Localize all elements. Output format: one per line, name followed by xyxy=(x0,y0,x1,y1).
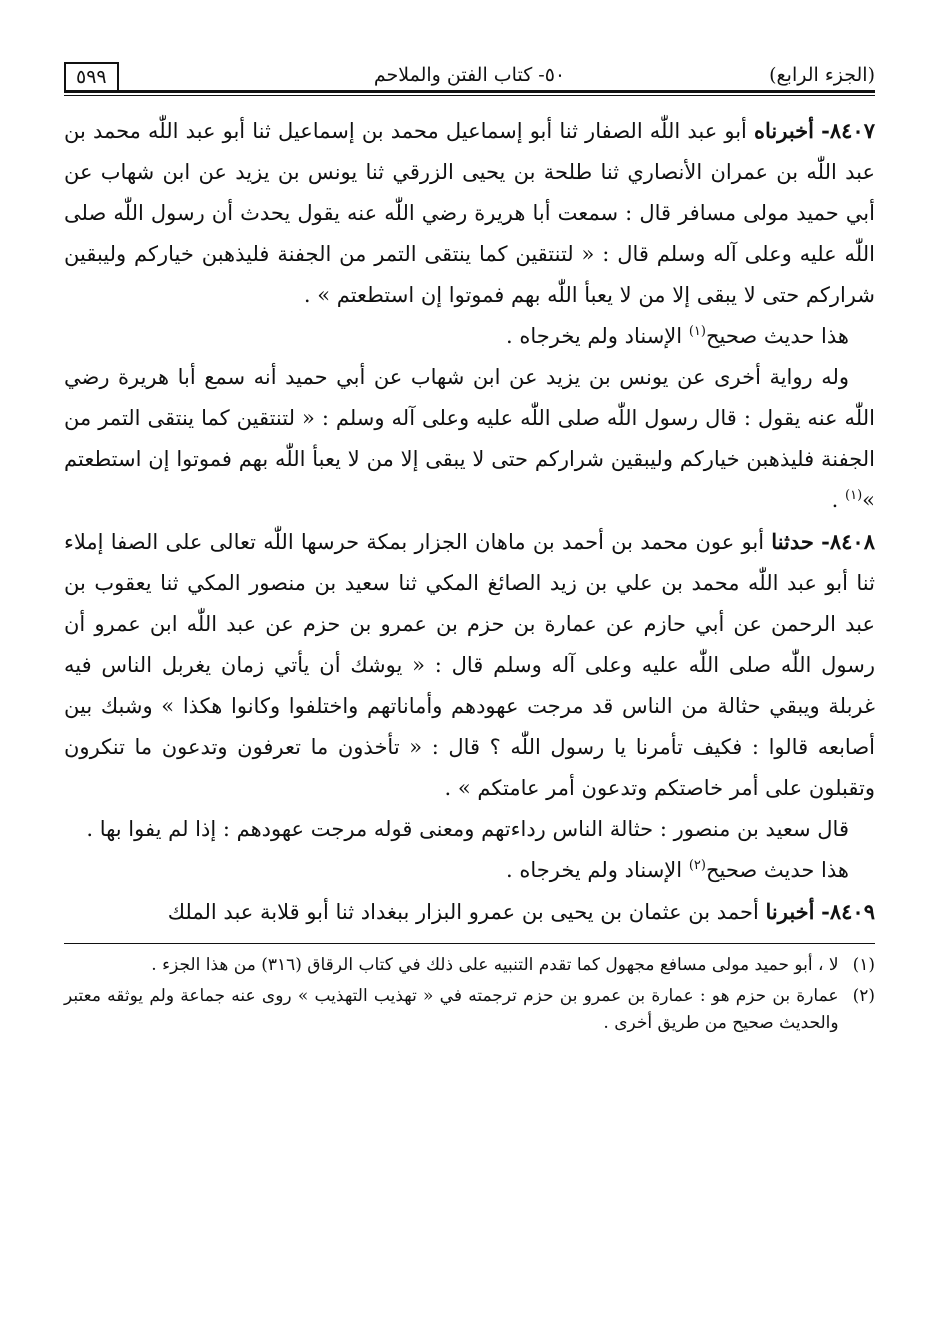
grade-text: هذا حديث صحيح xyxy=(705,324,849,348)
narration-end: . xyxy=(831,488,845,512)
hadith-text: أبو عون محمد بن أحمد بن ماهان الجزار بمكة حرسها اللّٰه تعالى على الصفا إملاء ثنا أبو عبد اللّٰه محمد بن علي بن زيد الصائغ المكي ثنا سعيد بن منصور المكي ثنا يعقوب بن عبد الرحمن عن أبي حازم عن عمارة بن حزم بن عمرو بن حزم عن عبد اللّٰه ابن عمرو أن رسول اللّٰه صلى اللّٰه عليه وعلى آله وسلم قال : « يوشك أن يأتي زمان يغربل الناس فيه غربلة ويبقي حثالة من الناس قد مرجت عهودهم وأماناتهم واختلفوا وكانوا هكذا » وشبك بين أصابعه قالوا : فكيف تأمرنا يا رسول اللّٰه ؟ قال : « تأخذون ما تعرفون وتدعون ما تنكرون وتقبلون على أمر خاصتكم وتدعون أمر عامتكم » . xyxy=(64,530,875,800)
commentary: قال سعيد بن منصور : حثالة الناس رداءتهم ومعنى قوله مرجت عهودهم : إذا لم يفوا بها . xyxy=(86,817,849,841)
narration-text: وله رواية أخرى عن يونس بن يزيد عن ابن شهاب عن أبي حميد أنه سمع أبا هريرة رضي اللّٰه عنه يقول : قال رسول اللّٰه صلى اللّٰه عليه وعلى آله وسلم : « لتنتقين كما ينتقى التمر من الجفنة فليذهبن خياركم وليبقين شراركم حتى لا يبقى إلا من لا يعبأ اللّٰه بهم فموتوا إن استطعتم » xyxy=(64,365,875,512)
grade-text: الإسناد ولم يخرجاه . xyxy=(506,324,683,348)
hadith-8407 xyxy=(64,110,875,316)
header-rule xyxy=(64,90,875,96)
footnote-1 xyxy=(64,952,875,979)
grade-text: الإسناد ولم يخرجاه . xyxy=(506,858,683,882)
footnote-text: لا ، أبو حميد مولى مسافع مجهول كما تقدم التنبيه على ذلك في كتاب الرقاق (٣١٦) من هذا الجزء . xyxy=(151,955,839,975)
running-header xyxy=(64,54,875,90)
footnote-ref: (١) xyxy=(845,488,863,503)
book-page xyxy=(64,54,875,1332)
chapter-title: ٥٠- كتاب الفتن والملاحم xyxy=(373,64,566,86)
hadith-text: أبو عبد اللّٰه الصفار ثنا أبو إسماعيل محمد بن إسماعيل ثنا أبو عبد اللّٰه محمد بن عبد اللّٰه بن عمران الأنصاري ثنا طلحة بن يحيى الزرقي ثنا يونس بن يزيد عن ابن شهاب عن أبي حميد مولى مسافر قال : سمعت أبا هريرة رضي اللّٰه عنه يقول يحدث أن رسول اللّٰه صلى اللّٰه عليه وعلى آله وسلم قال : « لتنتقين كما ينتقى التمر من الجفنة فليذهبن خياركم وليبقين شراركم حتى لا يبقى إلا من لا يعبأ اللّٰه بهم فموتوا إن استطعتم » . xyxy=(64,119,875,307)
main-text xyxy=(64,110,875,933)
narration-keyword: أخبرناه xyxy=(754,118,815,143)
footnotes xyxy=(64,952,875,1037)
hadith-8409 xyxy=(64,891,875,933)
page-number: ٥٩٩ xyxy=(64,62,119,92)
footnote-2 xyxy=(64,983,875,1037)
footnote-ref: (٢) xyxy=(688,858,706,873)
hadith-number: ٨٤٠٧- xyxy=(821,118,875,143)
footnote-mark: (١) xyxy=(852,955,875,975)
hadith-number: ٨٤٠٩- xyxy=(821,899,875,924)
hadith-grade xyxy=(64,850,875,891)
hadith-8408 xyxy=(64,521,875,809)
volume-label: (الجزء الرابع) xyxy=(769,64,875,86)
footnote-text: عمارة بن حزم هو : عمارة بن عمرو بن حزم ترجمته في « تهذيب التهذيب » روى عنه جماعة ولم يوثقه معتبر والحديث صحيح من طريق أخرى . xyxy=(64,986,839,1033)
footnote-mark: (٢) xyxy=(852,986,875,1006)
footnote-separator xyxy=(64,943,875,944)
footnote-ref: (١) xyxy=(688,324,706,339)
narration-keyword: حدثنا xyxy=(771,529,814,554)
grade-text: هذا حديث صحيح xyxy=(705,858,849,882)
hadith-number: ٨٤٠٨- xyxy=(821,529,875,554)
other-narration xyxy=(64,357,875,521)
hadith-grade xyxy=(64,316,875,357)
narration-keyword: أخبرنا xyxy=(765,899,815,924)
hadith-text: أحمد بن عثمان بن يحيى بن عمرو البزار ببغداد ثنا أبو قلابة عبد الملك xyxy=(167,900,759,924)
